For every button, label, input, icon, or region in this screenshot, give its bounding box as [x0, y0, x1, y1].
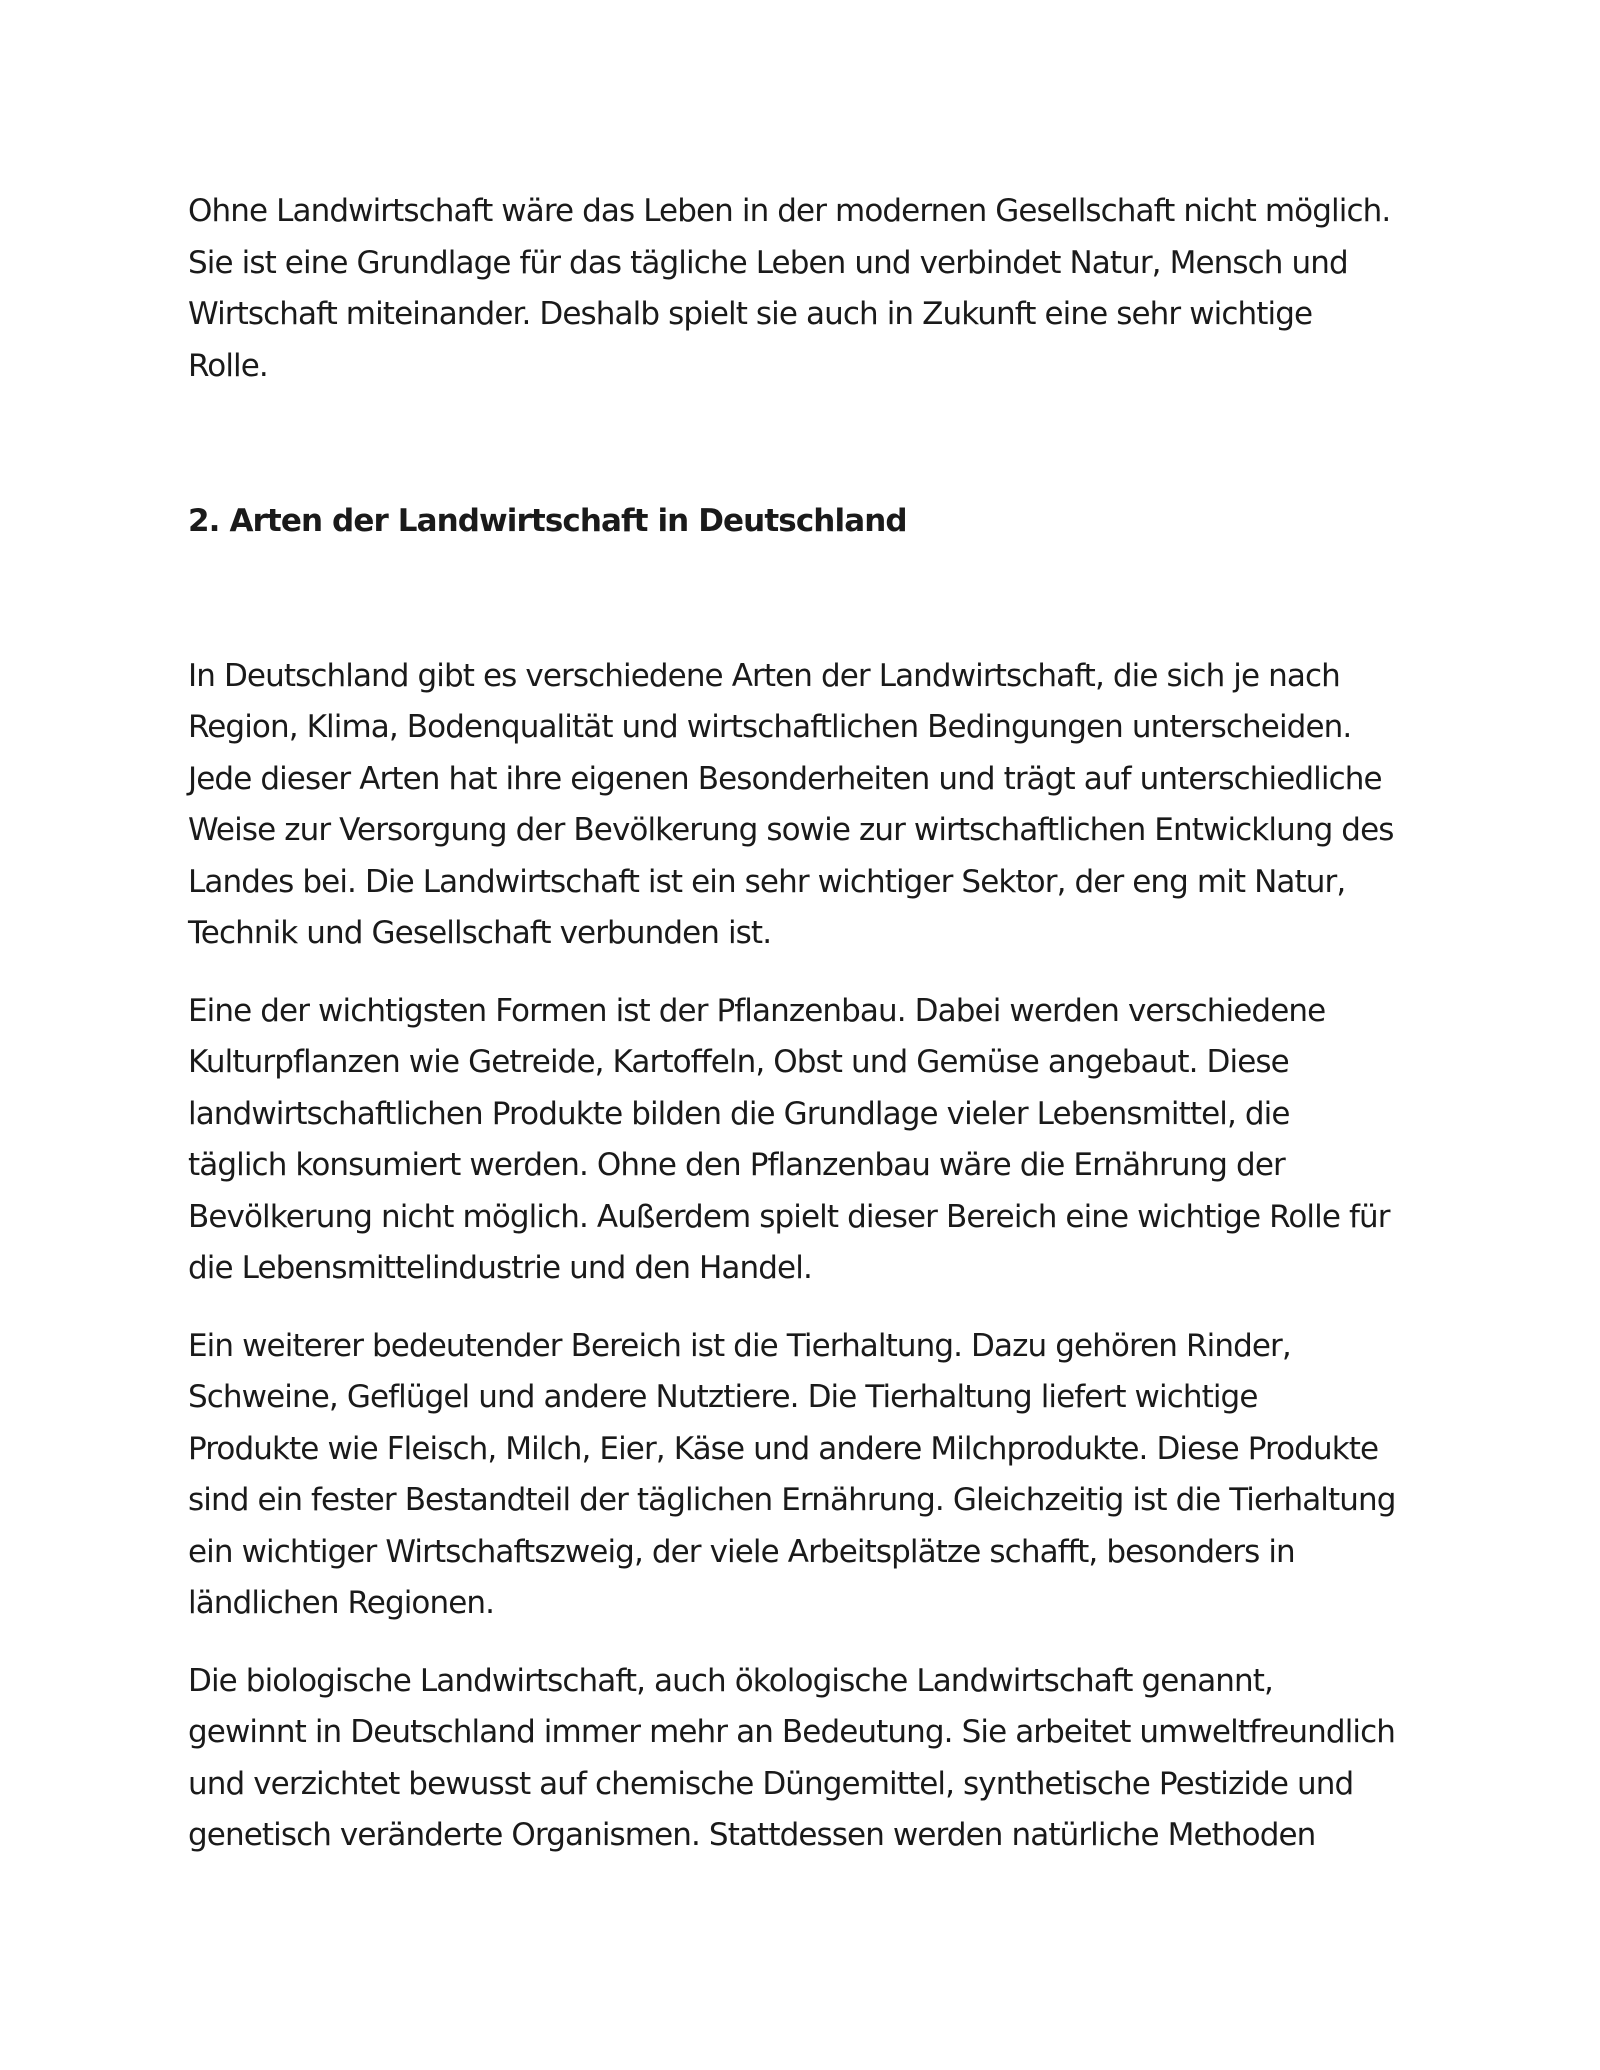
text-line: Landes bei. Die Landwirtschaft ist ein sehr wichtiger Sektor, der eng mit Natur, [188, 863, 1346, 900]
text-line: die Lebensmittelindustrie und den Handel. [188, 1250, 812, 1286]
text-line: und verzichtet bewusst auf chemische Düngemittel, synthetische Pestizide und [188, 1765, 1354, 1802]
text-line: Die biologische Landwirtschaft, auch ökologische Landwirtschaft genannt, [188, 1662, 1274, 1699]
text-line: ländlichen Regionen. [188, 1585, 495, 1621]
text-line: Jede dieser Arten hat ihre eigenen Besonderheiten und trägt auf unterschiedliche [188, 760, 1382, 797]
text-line: ein wichtiger Wirtschaftszweig, der viele Arbeitsplätze schafft, besonders in [188, 1533, 1295, 1570]
text-line: Ohne Landwirtschaft wäre das Leben in der modernen Gesellschaft nicht möglich. [188, 193, 1391, 229]
spacer [188, 960, 1428, 986]
text-line: Produkte wie Fleisch, Milch, Eier, Käse und andere Milchprodukte. Diese Produkte [188, 1430, 1379, 1467]
text-line: Weise zur Versorgung der Bevölkerung sowie zur wirtschaftlichen Entwicklung des [188, 812, 1394, 848]
text-line: Rolle. [188, 347, 268, 384]
text-line: genetisch veränderte Organismen. Stattdessen werden natürliche Methoden [188, 1817, 1316, 1853]
paragraph-tierhaltung [188, 1321, 1428, 1630]
text-line: Schweine, Geflügel und andere Nutztiere. Die Tierhaltung liefert wichtige [188, 1379, 1258, 1415]
text-line: In Deutschland gibt es verschiedene Arten der Landwirtschaft, die sich je nach [188, 657, 1340, 694]
text-line: Region, Klima, Bodenqualität und wirtschaftlichen Bedingungen unterscheiden. [188, 709, 1352, 745]
document-body [188, 186, 1428, 1862]
paragraph-arten [188, 651, 1428, 960]
text-line: gewinnt in Deutschland immer mehr an Bedeutung. Sie arbeitet umweltfreundlich [188, 1714, 1396, 1750]
spacer [188, 548, 1428, 651]
intro-paragraph [188, 186, 1428, 392]
text-line: Technik und Gesellschaft verbunden ist. [188, 915, 772, 951]
text-line: Sie ist eine Grundlage für das tägliche Leben und verbindet Natur, Mensch und [188, 244, 1348, 281]
text-line: Bevölkerung nicht möglich. Außerdem spielt dieser Bereich eine wichtige Rolle für [188, 1198, 1390, 1235]
paragraph-pflanzenbau [188, 986, 1428, 1295]
spacer [188, 1295, 1428, 1321]
text-line: Kulturpflanzen wie Getreide, Kartoffeln, Obst und Gemüse angebaut. Diese [188, 1044, 1289, 1080]
text-line: landwirtschaftlichen Produkte bilden die Grundlage vieler Lebensmittel, die [188, 1095, 1290, 1132]
section-heading: 2. Arten der Landwirtschaft in Deutschland [188, 503, 907, 539]
text-line: sind ein fester Bestandteil der täglichen Ernährung. Gleichzeitig ist die Tierhaltung [188, 1482, 1396, 1518]
text-line: Eine der wichtigsten Formen ist der Pflanzenbau. Dabei werden verschiedene [188, 992, 1326, 1029]
text-line: Ein weiterer bedeutender Bereich ist die Tierhaltung. Dazu gehören Rinder, [188, 1327, 1291, 1364]
spacer [188, 392, 1428, 496]
spacer [188, 1630, 1428, 1656]
text-line: Wirtschaft miteinander. Deshalb spielt sie auch in Zukunft eine sehr wichtige [188, 296, 1313, 332]
paragraph-biologisch [188, 1656, 1428, 1862]
text-line: täglich konsumiert werden. Ohne den Pflanzenbau wäre die Ernährung der [188, 1147, 1285, 1183]
